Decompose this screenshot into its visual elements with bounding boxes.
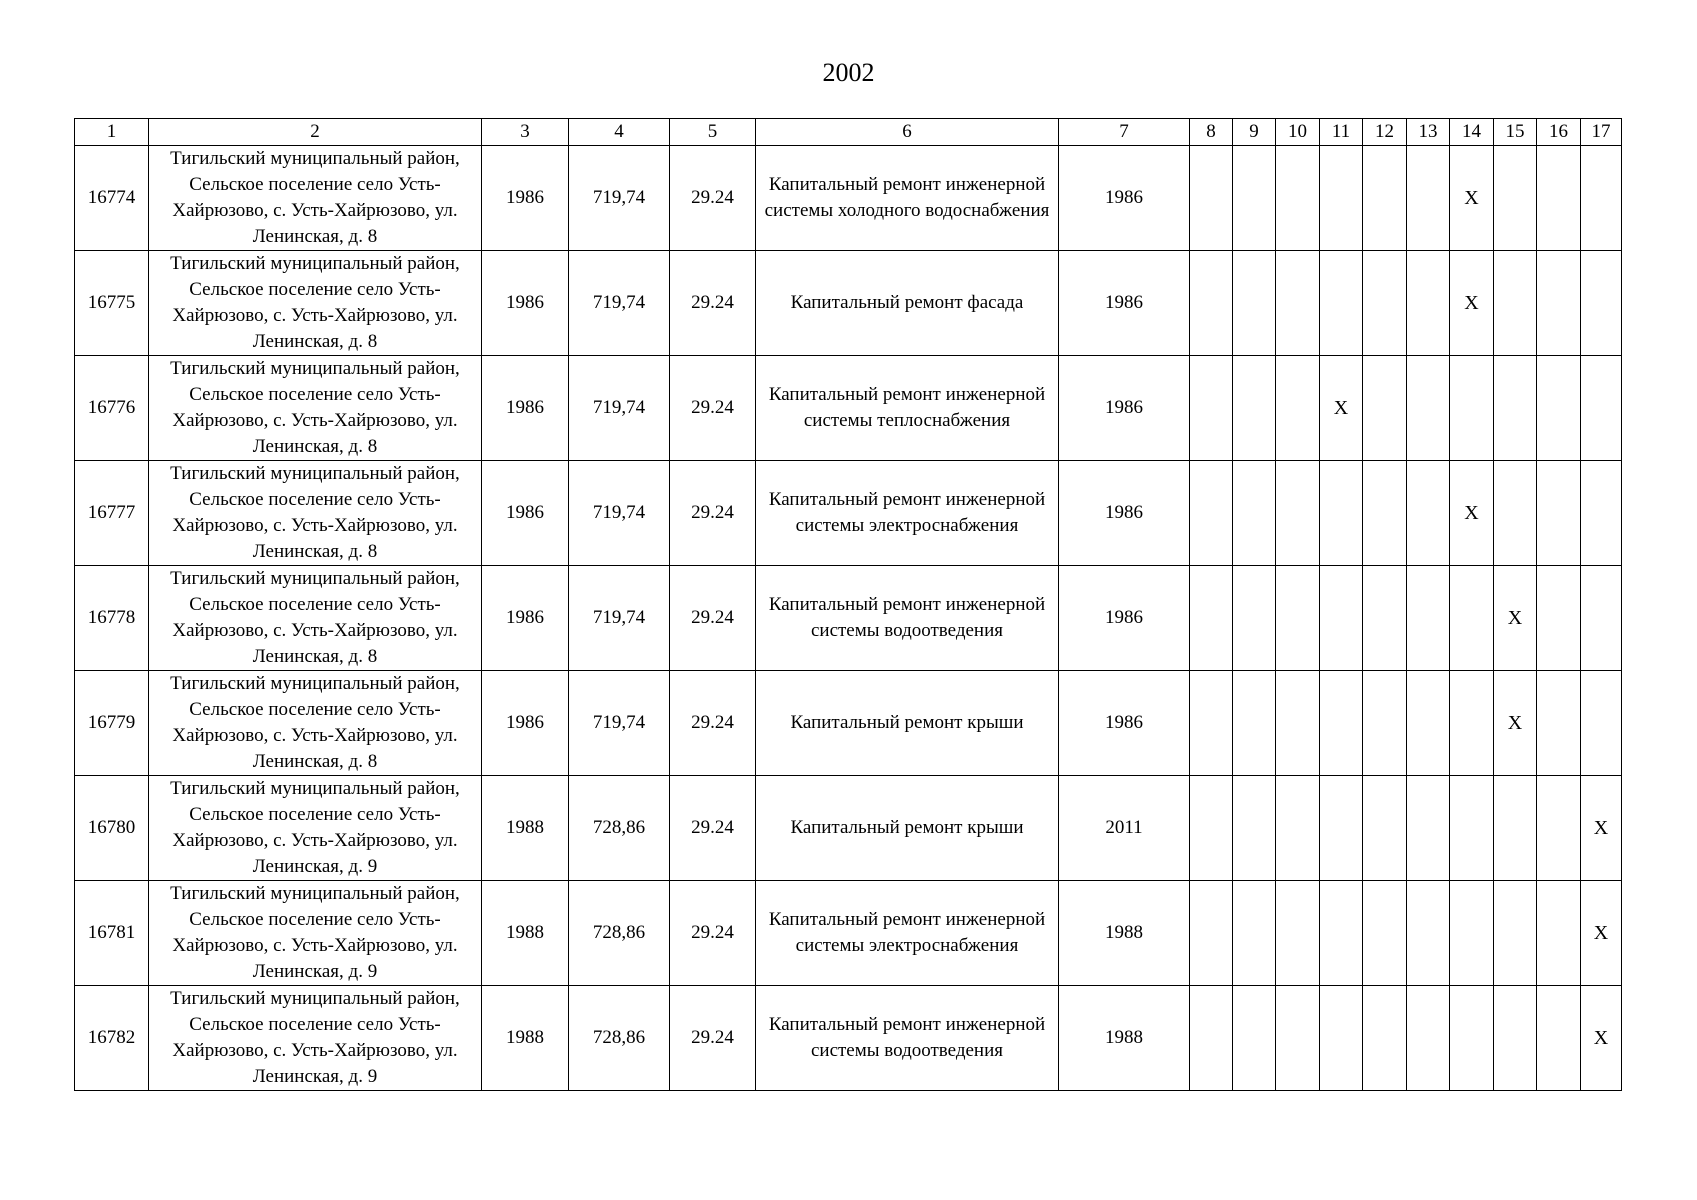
tariff-cell: 29.24 <box>670 671 756 776</box>
period-cell-11 <box>1320 461 1363 566</box>
column-header: 13 <box>1407 119 1450 146</box>
period-cell-9 <box>1233 566 1276 671</box>
area-cell: 728,86 <box>569 986 670 1091</box>
column-header: 11 <box>1320 119 1363 146</box>
period-cell-14 <box>1450 671 1494 776</box>
area-cell: 728,86 <box>569 776 670 881</box>
row-id: 16782 <box>75 986 149 1091</box>
period-cell-10 <box>1276 986 1320 1091</box>
column-header: 3 <box>482 119 569 146</box>
period-cell-13 <box>1407 671 1450 776</box>
address-cell: Тигильский муниципальный район, Сельское поселение село Усть-Хайрюзово, с. Усть-Хайрюзово, ул. Ленинская, д. 8 <box>149 251 482 356</box>
column-header: 9 <box>1233 119 1276 146</box>
period-cell-17: X <box>1581 776 1622 881</box>
work-type-cell: Капитальный ремонт крыши <box>756 671 1059 776</box>
period-cell-14: X <box>1450 146 1494 251</box>
period-cell-9 <box>1233 461 1276 566</box>
row-id: 16777 <box>75 461 149 566</box>
tariff-cell: 29.24 <box>670 986 756 1091</box>
period-cell-13 <box>1407 146 1450 251</box>
period-cell-8 <box>1190 461 1233 566</box>
work-type-cell: Капитальный ремонт инженерной системы водоотведения <box>756 986 1059 1091</box>
period-cell-13 <box>1407 881 1450 986</box>
column-header: 16 <box>1537 119 1581 146</box>
period-cell-13 <box>1407 461 1450 566</box>
period-cell-8 <box>1190 671 1233 776</box>
period-cell-14: X <box>1450 251 1494 356</box>
row-id: 16778 <box>75 566 149 671</box>
table-row <box>75 671 1622 776</box>
table-row <box>75 776 1622 881</box>
period-cell-16 <box>1537 566 1581 671</box>
period-cell-9 <box>1233 356 1276 461</box>
period-cell-11 <box>1320 671 1363 776</box>
period-cell-11 <box>1320 146 1363 251</box>
period-cell-8 <box>1190 146 1233 251</box>
year-built-cell: 1986 <box>482 671 569 776</box>
year-cell: 1986 <box>1059 251 1190 356</box>
address-cell: Тигильский муниципальный район, Сельское поселение село Усть-Хайрюзово, с. Усть-Хайрюзово, ул. Ленинская, д. 8 <box>149 146 482 251</box>
period-cell-10 <box>1276 671 1320 776</box>
period-cell-11 <box>1320 986 1363 1091</box>
period-cell-13 <box>1407 776 1450 881</box>
period-cell-16 <box>1537 461 1581 566</box>
row-id: 16774 <box>75 146 149 251</box>
column-header: 5 <box>670 119 756 146</box>
period-cell-9 <box>1233 881 1276 986</box>
period-cell-12 <box>1363 776 1407 881</box>
area-cell: 719,74 <box>569 251 670 356</box>
register-table <box>74 118 1622 1091</box>
period-cell-14 <box>1450 776 1494 881</box>
period-cell-11 <box>1320 776 1363 881</box>
tariff-cell: 29.24 <box>670 461 756 566</box>
period-cell-15 <box>1494 356 1537 461</box>
table-header <box>75 119 1622 146</box>
year-built-cell: 1986 <box>482 146 569 251</box>
period-cell-15 <box>1494 776 1537 881</box>
address-cell: Тигильский муниципальный район, Сельское поселение село Усть-Хайрюзово, с. Усть-Хайрюзово, ул. Ленинская, д. 9 <box>149 776 482 881</box>
table-row <box>75 461 1622 566</box>
period-cell-14: X <box>1450 461 1494 566</box>
year-cell: 1986 <box>1059 461 1190 566</box>
column-header: 1 <box>75 119 149 146</box>
table-row <box>75 146 1622 251</box>
period-cell-16 <box>1537 251 1581 356</box>
period-cell-15 <box>1494 461 1537 566</box>
period-cell-9 <box>1233 776 1276 881</box>
row-id: 16781 <box>75 881 149 986</box>
tariff-cell: 29.24 <box>670 356 756 461</box>
year-built-cell: 1986 <box>482 251 569 356</box>
period-cell-9 <box>1233 146 1276 251</box>
work-type-cell: Капитальный ремонт инженерной системы теплоснабжения <box>756 356 1059 461</box>
column-header: 4 <box>569 119 670 146</box>
work-type-cell: Капитальный ремонт инженерной системы электроснабжения <box>756 881 1059 986</box>
period-cell-12 <box>1363 251 1407 356</box>
period-cell-8 <box>1190 566 1233 671</box>
work-type-cell: Капитальный ремонт крыши <box>756 776 1059 881</box>
period-cell-17: X <box>1581 986 1622 1091</box>
period-cell-16 <box>1537 671 1581 776</box>
area-cell: 719,74 <box>569 566 670 671</box>
period-cell-11 <box>1320 566 1363 671</box>
column-header: 17 <box>1581 119 1622 146</box>
period-cell-17 <box>1581 251 1622 356</box>
period-cell-11 <box>1320 251 1363 356</box>
column-header: 8 <box>1190 119 1233 146</box>
period-cell-8 <box>1190 881 1233 986</box>
year-built-cell: 1986 <box>482 461 569 566</box>
table-body <box>75 146 1622 1091</box>
period-cell-10 <box>1276 881 1320 986</box>
table-row <box>75 566 1622 671</box>
period-cell-13 <box>1407 986 1450 1091</box>
address-cell: Тигильский муниципальный район, Сельское поселение село Усть-Хайрюзово, с. Усть-Хайрюзово, ул. Ленинская, д. 8 <box>149 566 482 671</box>
work-type-cell: Капитальный ремонт инженерной системы холодного водоснабжения <box>756 146 1059 251</box>
period-cell-15: X <box>1494 671 1537 776</box>
period-cell-10 <box>1276 251 1320 356</box>
period-cell-17 <box>1581 461 1622 566</box>
period-cell-15: X <box>1494 566 1537 671</box>
period-cell-10 <box>1276 356 1320 461</box>
year-cell: 1986 <box>1059 146 1190 251</box>
period-cell-10 <box>1276 776 1320 881</box>
column-header: 2 <box>149 119 482 146</box>
period-cell-10 <box>1276 146 1320 251</box>
work-type-cell: Капитальный ремонт фасада <box>756 251 1059 356</box>
tariff-cell: 29.24 <box>670 776 756 881</box>
header-row <box>75 119 1622 146</box>
year-built-cell: 1988 <box>482 881 569 986</box>
period-cell-8 <box>1190 986 1233 1091</box>
year-cell: 1986 <box>1059 671 1190 776</box>
area-cell: 719,74 <box>569 146 670 251</box>
period-cell-17 <box>1581 671 1622 776</box>
period-cell-14 <box>1450 356 1494 461</box>
table-row <box>75 251 1622 356</box>
period-cell-16 <box>1537 986 1581 1091</box>
period-cell-8 <box>1190 251 1233 356</box>
period-cell-12 <box>1363 356 1407 461</box>
period-cell-14 <box>1450 881 1494 986</box>
year-built-cell: 1988 <box>482 986 569 1091</box>
period-cell-14 <box>1450 566 1494 671</box>
period-cell-11: X <box>1320 356 1363 461</box>
year-cell: 1988 <box>1059 986 1190 1091</box>
period-cell-12 <box>1363 146 1407 251</box>
address-cell: Тигильский муниципальный район, Сельское поселение село Усть-Хайрюзово, с. Усть-Хайрюзово, ул. Ленинская, д. 9 <box>149 986 482 1091</box>
period-cell-8 <box>1190 776 1233 881</box>
area-cell: 728,86 <box>569 881 670 986</box>
period-cell-15 <box>1494 146 1537 251</box>
period-cell-15 <box>1494 881 1537 986</box>
column-header: 7 <box>1059 119 1190 146</box>
tariff-cell: 29.24 <box>670 881 756 986</box>
area-cell: 719,74 <box>569 461 670 566</box>
area-cell: 719,74 <box>569 356 670 461</box>
address-cell: Тигильский муниципальный район, Сельское поселение село Усть-Хайрюзово, с. Усть-Хайрюзово, ул. Ленинская, д. 8 <box>149 461 482 566</box>
period-cell-10 <box>1276 566 1320 671</box>
row-id: 16775 <box>75 251 149 356</box>
table-row <box>75 986 1622 1091</box>
period-cell-12 <box>1363 461 1407 566</box>
column-header: 12 <box>1363 119 1407 146</box>
period-cell-12 <box>1363 566 1407 671</box>
column-header: 14 <box>1450 119 1494 146</box>
year-cell: 1986 <box>1059 566 1190 671</box>
period-cell-15 <box>1494 251 1537 356</box>
period-cell-10 <box>1276 461 1320 566</box>
period-cell-17 <box>1581 566 1622 671</box>
year-built-cell: 1986 <box>482 566 569 671</box>
period-cell-12 <box>1363 881 1407 986</box>
column-header: 10 <box>1276 119 1320 146</box>
period-cell-13 <box>1407 566 1450 671</box>
period-cell-16 <box>1537 881 1581 986</box>
period-cell-9 <box>1233 986 1276 1091</box>
period-cell-12 <box>1363 986 1407 1091</box>
period-cell-8 <box>1190 356 1233 461</box>
tariff-cell: 29.24 <box>670 566 756 671</box>
row-id: 16776 <box>75 356 149 461</box>
period-cell-16 <box>1537 776 1581 881</box>
row-id: 16780 <box>75 776 149 881</box>
year-cell: 1986 <box>1059 356 1190 461</box>
address-cell: Тигильский муниципальный район, Сельское поселение село Усть-Хайрюзово, с. Усть-Хайрюзово, ул. Ленинская, д. 9 <box>149 881 482 986</box>
column-header: 15 <box>1494 119 1537 146</box>
period-cell-17: X <box>1581 881 1622 986</box>
period-cell-16 <box>1537 146 1581 251</box>
period-cell-13 <box>1407 251 1450 356</box>
period-cell-13 <box>1407 356 1450 461</box>
row-id: 16779 <box>75 671 149 776</box>
table-row <box>75 881 1622 986</box>
year-cell: 2011 <box>1059 776 1190 881</box>
area-cell: 719,74 <box>569 671 670 776</box>
table-row <box>75 356 1622 461</box>
period-cell-11 <box>1320 881 1363 986</box>
work-type-cell: Капитальный ремонт инженерной системы электроснабжения <box>756 461 1059 566</box>
period-cell-14 <box>1450 986 1494 1091</box>
period-cell-9 <box>1233 251 1276 356</box>
page-number: 2002 <box>822 58 875 87</box>
tariff-cell: 29.24 <box>670 146 756 251</box>
period-cell-16 <box>1537 356 1581 461</box>
period-cell-9 <box>1233 671 1276 776</box>
column-header: 6 <box>756 119 1059 146</box>
tariff-cell: 29.24 <box>670 251 756 356</box>
period-cell-17 <box>1581 356 1622 461</box>
period-cell-17 <box>1581 146 1622 251</box>
year-built-cell: 1986 <box>482 356 569 461</box>
year-cell: 1988 <box>1059 881 1190 986</box>
address-cell: Тигильский муниципальный район, Сельское поселение село Усть-Хайрюзово, с. Усть-Хайрюзово, ул. Ленинская, д. 8 <box>149 671 482 776</box>
period-cell-15 <box>1494 986 1537 1091</box>
work-type-cell: Капитальный ремонт инженерной системы водоотведения <box>756 566 1059 671</box>
address-cell: Тигильский муниципальный район, Сельское поселение село Усть-Хайрюзово, с. Усть-Хайрюзово, ул. Ленинская, д. 8 <box>149 356 482 461</box>
period-cell-12 <box>1363 671 1407 776</box>
year-built-cell: 1988 <box>482 776 569 881</box>
